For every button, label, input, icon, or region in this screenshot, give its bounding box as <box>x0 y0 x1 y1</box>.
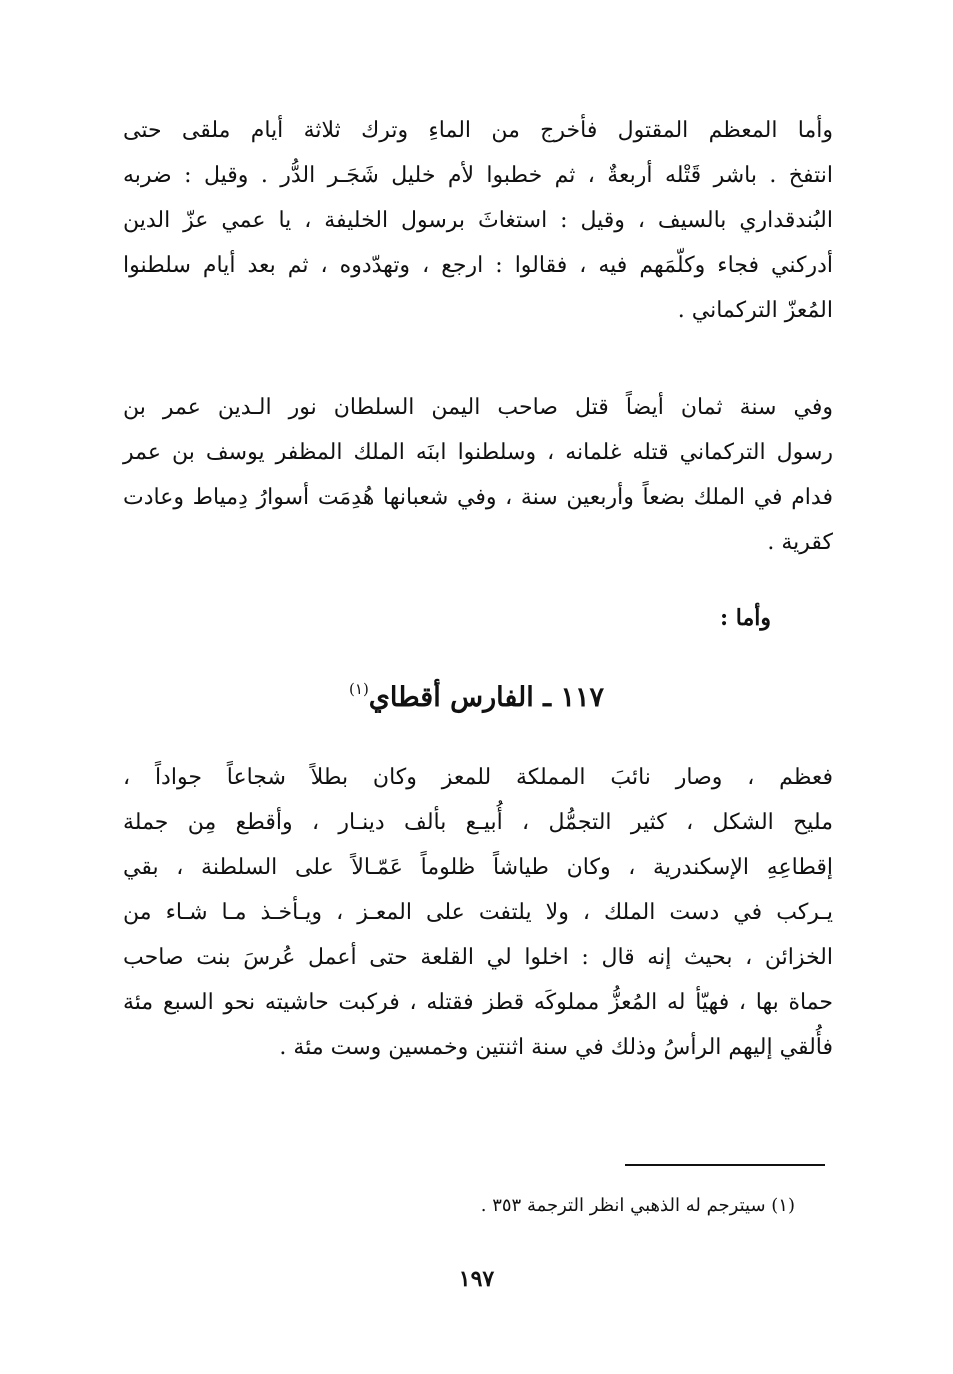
paragraph-line: كقرية . <box>767 530 833 555</box>
paragraph-line: حماة بها ، فهيّأ له المُعزُّ مملوكَه قطز فقتله ، فركبت حاشيته نحو السبع مئة <box>123 990 833 1015</box>
section-heading <box>0 664 953 723</box>
paragraph-2 <box>123 385 833 565</box>
paragraph-3 <box>123 755 833 1070</box>
paragraph-line: أدركني فجاء وكلّمَهم فيه ، فقالوا : ارجع ، وتهدّدوه ، ثم بعد أيام سلطنوا <box>123 253 833 278</box>
paragraph-line: فعظم ، وصار نائبَ المملكة للمعز وكان بطلاً شجاعاً جواداً ، <box>123 765 833 790</box>
paragraph-line: مليح الشكل ، كثير التجمُّل ، أُبيـع بألف دينـار ، وأقطع مِن جملة <box>123 810 833 835</box>
paragraph-line: الخزائن ، بحيث إنه قال : اخلوا لي القلعة حتى أعمل عُرسَ بنت صاحب <box>123 945 833 970</box>
paragraph-line: فدام في الملك بضعاً وأربعين سنة ، وفي شعبانها هُدِمَت أسوارُ دِمياط وعادت <box>123 485 833 510</box>
paragraph-line: فأُلقي إليهم الرأسُ وذلك في سنة اثنتين وخمسين وست مئة . <box>279 1035 833 1060</box>
lead-in-text: وأما : <box>719 605 771 631</box>
paragraph-line: رسول التركماني قتله غلمانه ، وسلطنوا ابنَه الملك المظفر يوسف بن عمر <box>123 440 833 465</box>
section-separator: ـ <box>543 682 552 713</box>
paragraph-line: يـركب في دست الملك ، ولا يلتفت على المعـز ، ويـأخـذ مـا شـاء من <box>123 900 833 925</box>
page-number: ١٩٧ <box>458 1266 495 1292</box>
paragraph-line: وفي سنة ثمان أيضاً قتل صاحب اليمن السلطان نور الـدين عمر بن <box>123 395 833 420</box>
paragraph-line: إقطاعِهِ الإسكندرية ، وكان طياشاً ظلوماً عَمّـالاً على السلطنة ، بقي <box>123 855 833 880</box>
paragraph-1 <box>123 108 833 333</box>
footnote-divider <box>625 1164 825 1166</box>
section-number: ١١٧ <box>560 682 604 713</box>
paragraph-line: انتفخ . باشر قَتْله أربعةٌ ، ثم خطبوا لأم خليل شَجَـر الدُّر . وقيل : ضربه <box>123 163 833 188</box>
paragraph-line: وأما المعظم المقتول فأخرج من الماءِ وترك ثلاثة أيام ملقى حتى <box>123 118 833 143</box>
footnote-text: (١) سيترجم له الذهبي انظر الترجمة ٣٥٣ . <box>480 1195 795 1216</box>
paragraph-line: المُعزّ التركماني . <box>677 298 833 323</box>
paragraph-line: البُندقداري بالسيف ، وقيل : استغاثَ برسول الخليفة ، يا عمي عزّ الدين <box>123 208 833 233</box>
section-title: الفارس أقطاي <box>368 682 534 713</box>
footnote-marker: (١) <box>349 680 369 698</box>
